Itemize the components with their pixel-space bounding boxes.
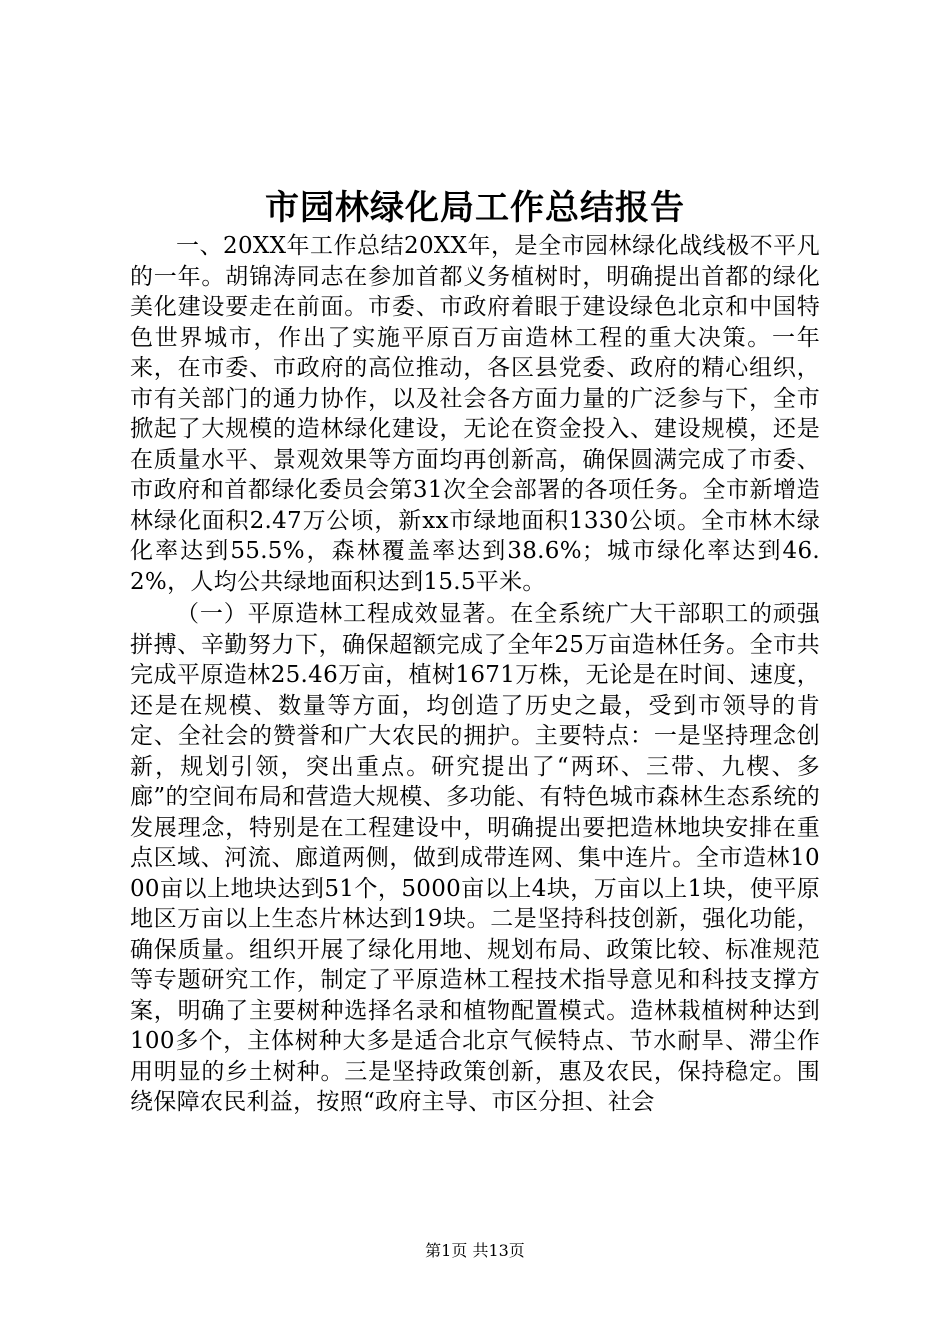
paragraph: （一）平原造林工程成效显著。在全系统广大干部职工的顽强拼搏、辛勤努力下，确保超额完成了全年25万亩造林任务。全市共完成平原造林25.46万亩，植树1671万株，无论是在时间、速度，还是在规模、数量等方面，均创造了历史之最，受到市领导的肯定、全社会的赞誉和广大农民的拥护。主要特点：一是坚持理念创新，规划引领，突出重点。研究提出了“两环、三带、九楔、多廊”的空间布局和营造大规模、多功能、有特色城市森林生态系统的发展理念，特别是在工程建设中，明确提出要把造林地块安排在重点区域、河流、廊道两侧，做到成带连网、集中连片。全市造林1000亩以上地块达到51个，5000亩以上4块，万亩以上1块，使平原地区万亩以上生态片林达到19块。二是坚持科技创新，强化功能，确保质量。组织开展了绿化用地、规划布局、政策比较、标准规范等专题研究工作，制定了平原造林工程技术指导意见和科技支撑方案，明确了主要树种选择名录和植物配置模式。造林栽植树种达到100多个，主体树种大多是适合北京气候特点、节水耐旱、滞尘作用明显的乡土树种。三是坚持政策创新，惠及农民，保持稳定。围绕保障农民利益，按照“政府主导、市区分担、社会 bbox=[130, 601, 820, 1115]
paragraph: 一、20XX年工作总结20XX年，是全市园林绿化战线极不平凡的一年。胡锦涛同志在参加首都义务植树时，明确提出首都的绿化美化建设要走在前面。市委、市政府着眼于建设绿色北京和中国特色世界城市，作出了实施平原百万亩造林工程的重大决策。一年来，在市委、市政府的高位推动，各区县党委、政府的精心组织，市有关部门的通力协作，以及社会各方面力量的广泛参与下，全市掀起了大规模的造林绿化建设，无论在资金投入、建设规模，还是在质量水平、景观效果等方面均再创新高，确保圆满完成了市委、市政府和首都绿化委员会第31次全会部署的各项任务。全市新增造林绿化面积2.47万公顷，新xx市绿地面积1330公顷。全市林木绿化率达到55.5%，森林覆盖率达到38.6%；城市绿化率达到46.2%，人均公共绿地面积达到15.5平米。 bbox=[130, 233, 820, 595]
document-title: 市园林绿化局工作总结报告 bbox=[265, 188, 685, 228]
page-footer: 第1页 共13页 bbox=[425, 1241, 525, 1260]
document-body bbox=[130, 231, 820, 1118]
